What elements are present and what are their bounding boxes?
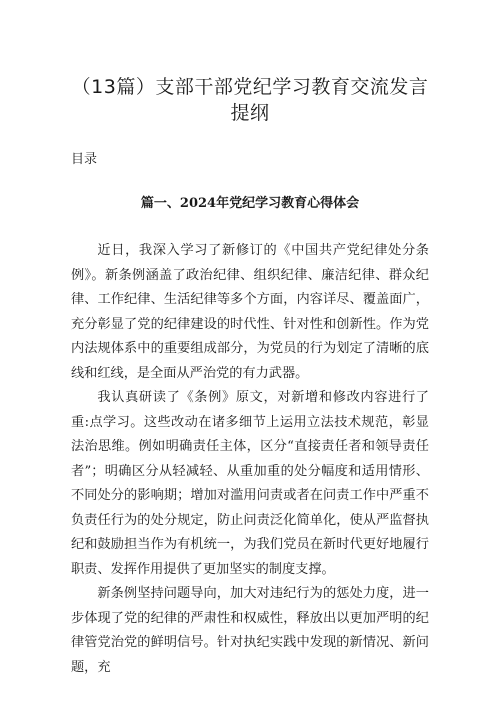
paragraph-1: 近日，我深入学习了新修订的《中国共产党纪律处分条例》。新条例涵盖了政治纪律、组织纪律、廉洁纪律、群众纪律、工作纪律、生活纪律等多个方面，内容详尽、覆盖面广，充分彰显了党的纪律建设的时代性、针对性和创新性。作为党内法规体系中的重要组成部分，为党员的行为划定了清晰的底线和红线，是全面从严治党的有力武器。 [71,243,429,381]
section-heading: 篇一、2024年党纪学习教育心得体会 [140,196,360,211]
paragraph-2: 我认真研读了《条例》原文，对新增和修改内容进行了重:点学习。这些改动在诸多细节上运用立法技术规范，彰显法治思维。例如明确责任主体，区分“直接责任者和领导责任者”；明确区分从轻减轻、从重加重的处分幅度和适用情形、不同处分的影响期；增加对滥用问责或者在问责工作中严重不负责任行为的处分规定，防止问责泛化简单化，使从严监督执纪和鼓励担当作为有机统一，为我们党员在新时代更好地履行职责、发挥作用提供了更加坚实的制度支撑。 [71,390,429,577]
document-title: （13篇）支部干部党纪学习教育交流发言提纲 [71,76,429,124]
body-text [71,239,429,680]
toc-label: 目录 [71,152,98,167]
paragraph-3: 新条例坚持问题导向，加大对违纪行为的惩处力度，进一步体现了党的纪律的严肃性和权威性，释放出以更加严明的纪律管党治党的鲜明信号。针对执纪实践中发现的新情况、新问题，充 [71,586,429,675]
